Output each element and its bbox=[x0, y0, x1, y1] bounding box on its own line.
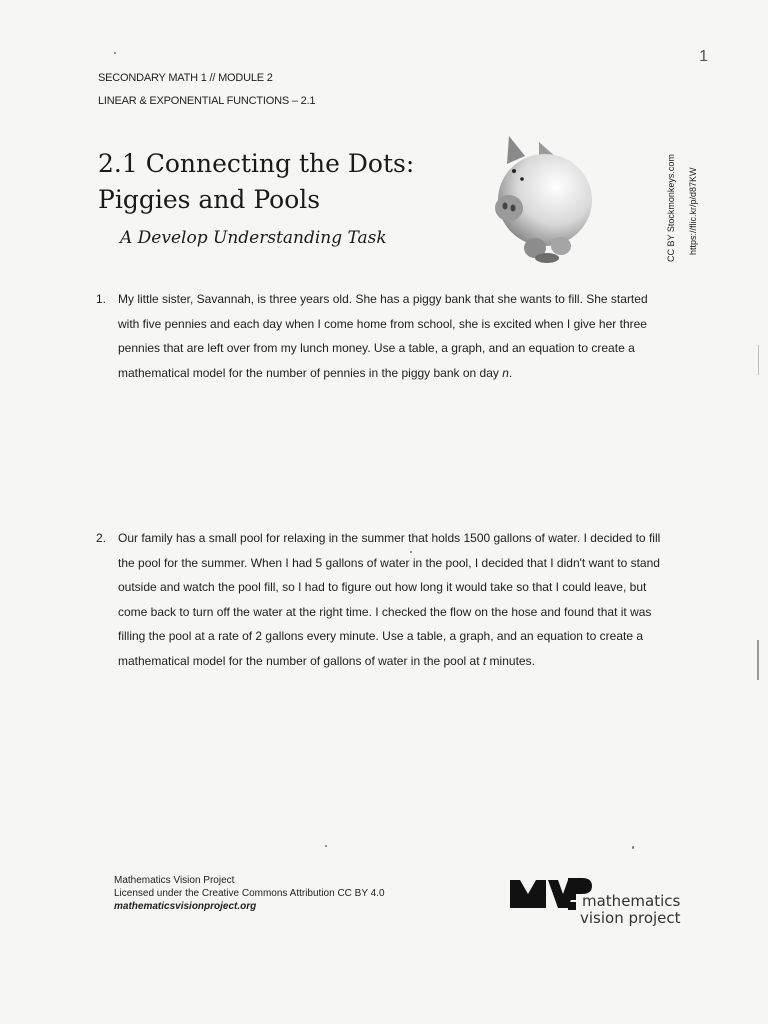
problem-1-text: My little sister, Savannah, is three years old. She has a piggy bank that she wants to fill. She started with five pennies and each day when I come home from school, she is excited when I give her three pennies that are left over from my lunch money. Use a table, a graph, and an equation to create a mathematical model for the number of pennies in the piggy bank on day bbox=[118, 292, 648, 380]
scan-speck bbox=[114, 52, 116, 54]
title-line-1: 2.1 Connecting the Dots: bbox=[98, 149, 415, 178]
task-subtitle: A Develop Understanding Task bbox=[120, 228, 387, 248]
page-number: 1 bbox=[699, 48, 708, 65]
problem-1-number: 1. bbox=[96, 292, 107, 306]
footer-attribution bbox=[114, 874, 385, 913]
problem-1-end: . bbox=[508, 365, 513, 380]
problem-1 bbox=[96, 287, 671, 385]
image-credit-url: https://flic.kr/p/d87KW bbox=[688, 167, 698, 255]
piggy-bank-illustration bbox=[495, 128, 595, 264]
problem-1-variable: n bbox=[502, 365, 509, 380]
course-header: SECONDARY MATH 1 // MODULE 2 bbox=[98, 72, 273, 84]
page-title bbox=[98, 146, 414, 218]
problem-2-number: 2. bbox=[96, 531, 107, 545]
problem-2-end: minutes. bbox=[486, 653, 535, 668]
problem-2 bbox=[96, 526, 671, 673]
scan-edge-mark bbox=[757, 640, 759, 680]
footer-url: mathematicsvisionproject.org bbox=[114, 901, 257, 912]
module-header: LINEAR & EXPONENTIAL FUNCTIONS – 2.1 bbox=[98, 95, 316, 107]
problem-2-text: Our family has a small pool for relaxing in the summer that holds 1500 gallons of water. I decided to fill the pool for the summer. When I had 5 gallons of water in the pool, I decided that I didn't want to stand outside and watch the pool fill, so I had to figure out how long it would take so that I could leave, but come back to turn off the water at the right time. I checked the flow on the hose and found that it was filling the pool at a rate of 2 gallons every minute. Use a table, a graph, and an equation to create a mathematical model for the number of gallons of water in the pool at bbox=[118, 531, 661, 668]
scan-speck bbox=[632, 846, 634, 849]
mvp-logo-line-1: mathematics bbox=[582, 892, 681, 910]
scan-speck bbox=[325, 845, 327, 847]
mvp-logo-text bbox=[582, 893, 681, 927]
footer-license: Licensed under the Creative Commons Attribution CC BY 4.0 bbox=[114, 888, 385, 899]
scan-speck bbox=[410, 551, 412, 553]
image-credit-license: CC BY Stockmonkeys.com bbox=[666, 154, 676, 262]
mvp-logo-line-2: vision project bbox=[580, 909, 681, 927]
problem-2-variable: t bbox=[482, 653, 487, 668]
scan-edge-mark bbox=[758, 345, 759, 375]
title-line-2: Piggies and Pools bbox=[98, 185, 321, 214]
footer-org-name: Mathematics Vision Project bbox=[114, 875, 235, 886]
